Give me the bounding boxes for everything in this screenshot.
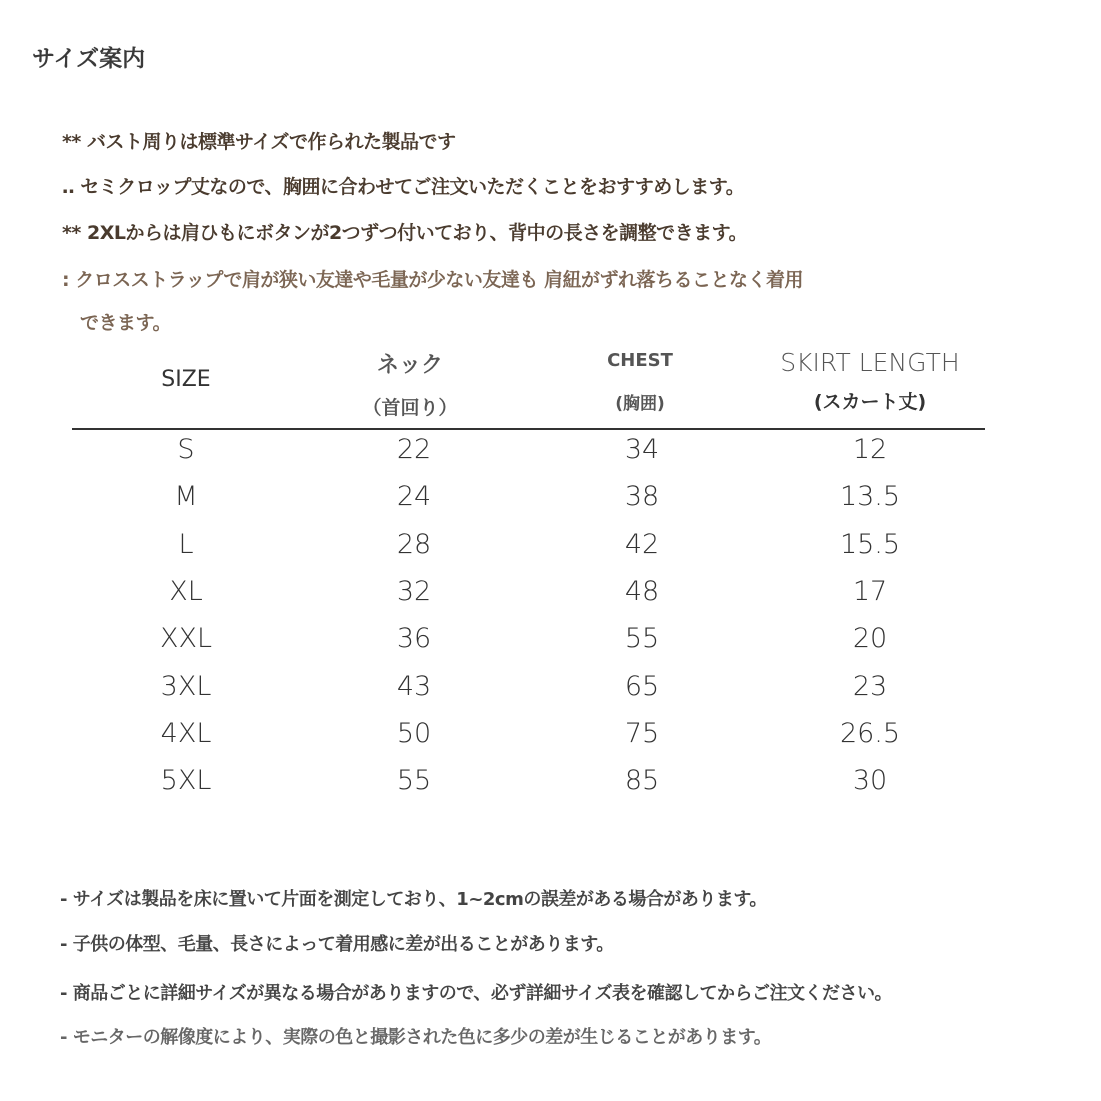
- note: できます。: [80, 312, 171, 334]
- header-skirt-length: [720, 348, 1020, 414]
- size-cell: 4XL: [160, 717, 212, 749]
- skirt-length-cell: 30: [852, 765, 888, 797]
- footnote: - 商品ごとに詳細サイズが異なる場合がありますので、必ず詳細サイズ表を確認してからご注文ください。: [60, 983, 892, 1004]
- header-sublabel: (胸囲): [615, 394, 665, 414]
- skirt-length-cell: 23: [852, 670, 888, 702]
- page-title: サイズ案内: [32, 46, 146, 72]
- skirt-length-cell: 12: [852, 434, 888, 465]
- neck-cell: 22: [396, 434, 432, 465]
- header-label: SKIRT LENGTH: [780, 348, 960, 377]
- neck-cell: 50: [396, 717, 432, 749]
- skirt-length-cell: 20: [852, 623, 888, 655]
- table-row: [0, 481, 1101, 528]
- chest-cell: 75: [624, 717, 660, 749]
- header-label: SIZE: [161, 367, 211, 392]
- neck-cell: 36: [396, 623, 432, 655]
- size-cell: S: [177, 434, 195, 465]
- chest-cell: 85: [624, 765, 660, 797]
- skirt-length-cell: 13.5: [839, 481, 901, 513]
- neck-cell: 43: [396, 670, 432, 702]
- note: : クロスストラップで肩が狭い友達や毛量が少ない友達も 肩紐がずれ落ちることなく着用: [62, 269, 804, 291]
- neck-cell: 32: [396, 575, 432, 607]
- header-label: ネック: [376, 353, 443, 378]
- size-cell: L: [178, 528, 194, 560]
- header-size: [66, 367, 306, 392]
- table-row: [0, 765, 1101, 812]
- size-cell: 5XL: [160, 765, 212, 797]
- table-row: [0, 623, 1101, 670]
- chest-cell: 48: [624, 575, 660, 607]
- footnote: - サイズは製品を床に置いて片面を測定しており、1~2cmの誤差がある場合があります。: [60, 889, 767, 910]
- chest-cell: 34: [624, 434, 660, 465]
- header-label: CHEST: [607, 350, 673, 371]
- size-cell: XL: [169, 575, 203, 607]
- table-row: [0, 671, 1101, 718]
- footnote: - 子供の体型、毛量、長さによって着用感に差が出ることがあります。: [60, 934, 614, 955]
- skirt-length-cell: 15.5: [839, 528, 901, 560]
- skirt-length-cell: 26.5: [839, 717, 901, 749]
- table-row: [0, 718, 1101, 765]
- size-cell: XXL: [159, 623, 213, 655]
- chest-cell: 38: [624, 481, 660, 513]
- chest-cell: 55: [624, 623, 660, 655]
- chest-cell: 65: [624, 670, 660, 702]
- table-row: [0, 576, 1101, 623]
- chest-cell: 42: [624, 528, 660, 560]
- neck-cell: 28: [396, 528, 432, 560]
- table-divider: [72, 428, 985, 430]
- size-cell: M: [174, 481, 198, 513]
- header-neck: [290, 348, 530, 420]
- table-row: [0, 434, 1101, 481]
- header-sublabel: (スカート丈): [813, 391, 927, 413]
- neck-cell: 55: [396, 765, 432, 797]
- note: ** バスト周りは標準サイズで作られた製品です: [62, 131, 456, 153]
- note: ‥ セミクロップ丈なので、胸囲に合わせてご注文いただくことをおすすめします。: [62, 176, 745, 198]
- size-cell: 3XL: [160, 670, 212, 702]
- table-row: [0, 529, 1101, 576]
- footnote: - モニターの解像度により、実際の色と撮影された色に多少の差が生じることがあります。: [60, 1027, 772, 1048]
- neck-cell: 24: [396, 481, 432, 513]
- header-sublabel: （首回り）: [362, 397, 458, 419]
- skirt-length-cell: 17: [852, 575, 888, 607]
- note: ** 2XLからは肩ひもにボタンが2つずつ付いており、背中の長さを調整できます。: [62, 222, 748, 244]
